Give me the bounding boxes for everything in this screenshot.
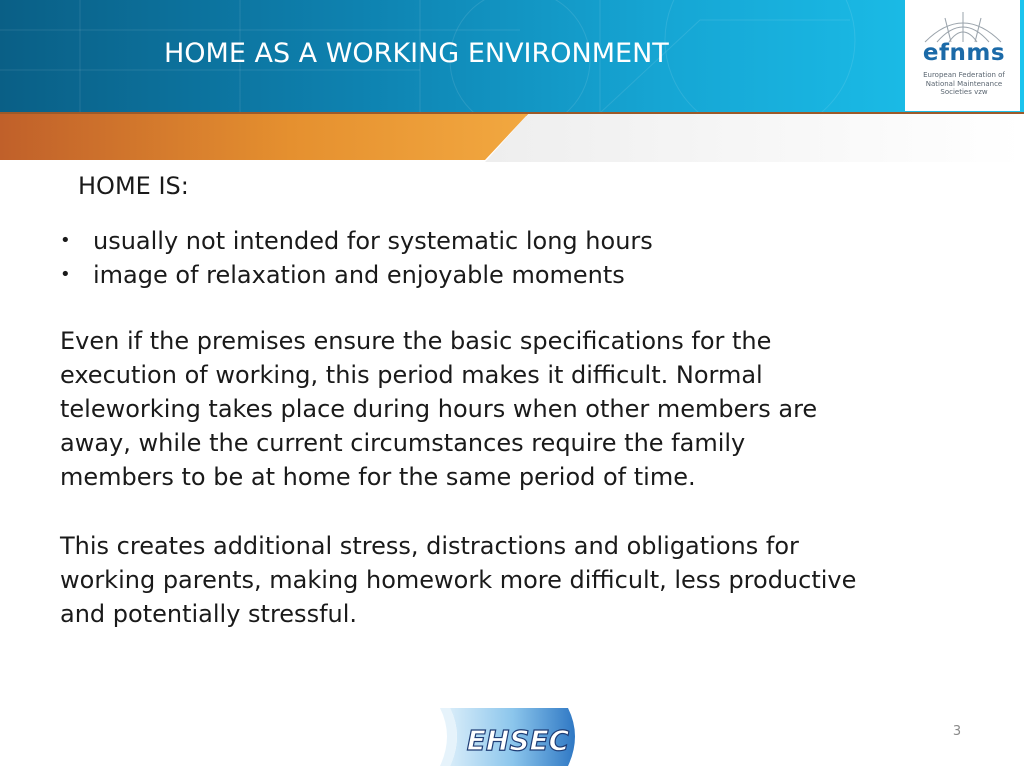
- bullet-item: [60, 224, 653, 258]
- bullet-dot-icon: •: [60, 264, 71, 285]
- logo-subtitle-line: Societies vzw: [940, 88, 988, 97]
- bullet-dot-icon: •: [60, 230, 71, 251]
- slide-header: [0, 0, 1024, 113]
- bullet-text: usually not intended for systematic long hours: [93, 227, 653, 255]
- header-accent-band: [0, 112, 1024, 162]
- bullet-text: image of relaxation and enjoyable moments: [93, 261, 625, 289]
- logo-subtitle-line: National Maintenance: [925, 79, 1003, 88]
- slide-number: 3: [952, 724, 962, 739]
- paragraph: Even if the premises ensure the basic specifications for the execution of working, this period makes it difficult. Normal teleworking takes place during hours when other members are away, while the current circumstances require the family members to be at home for the same period of time.: [60, 327, 818, 491]
- logo-subtitle-line: European Federation of: [923, 71, 1005, 79]
- ehsec-text: EHSEC: [466, 724, 570, 757]
- ehsec-logo: [440, 706, 585, 768]
- slide-title: HOME AS A WORKING ENVIRONMENT: [164, 38, 669, 69]
- logo-subtitle: [917, 71, 1011, 97]
- logo-arcs-icon: [919, 8, 1007, 44]
- logo-wordmark: efnms: [922, 40, 1006, 66]
- bullet-item: [60, 258, 653, 292]
- paragraph: This creates additional stress, distractions and obligations for working parents, making homework more difficult, less productive and potentially stressful.: [60, 532, 857, 628]
- bullet-list: [60, 224, 653, 292]
- section-heading: HOME IS:: [78, 172, 189, 200]
- efnms-logo: [905, 0, 1020, 111]
